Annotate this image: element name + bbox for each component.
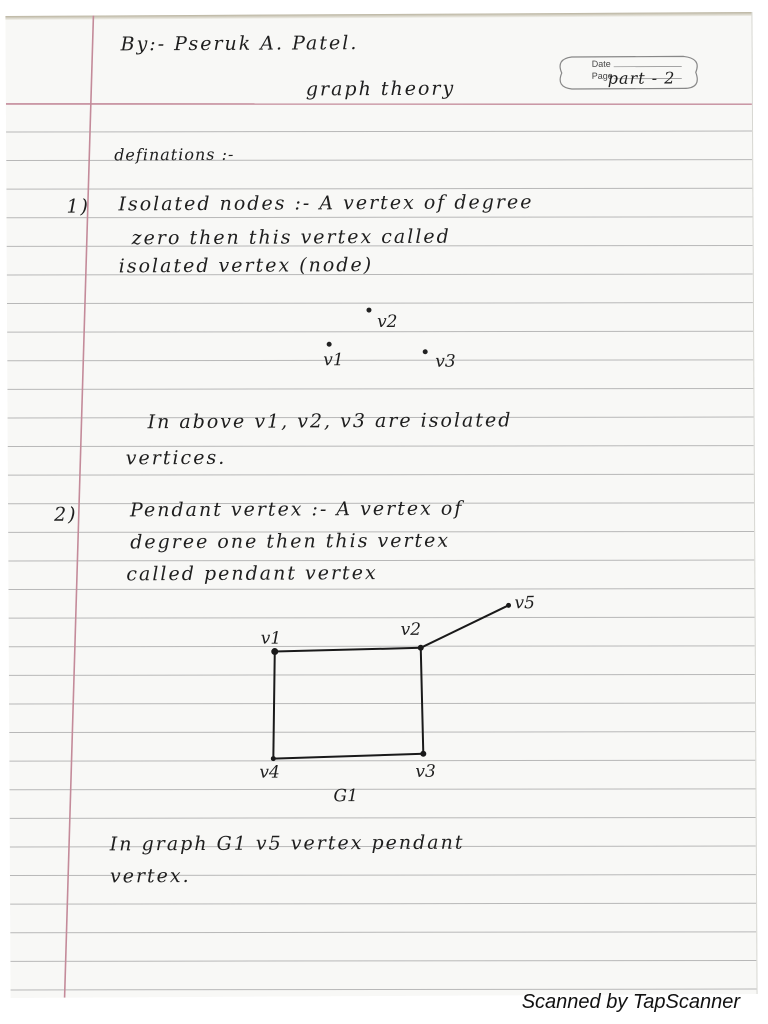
ruled-line [6, 128, 752, 135]
section1-line-1: Isolated nodes :- A vertex of degree [118, 191, 534, 216]
vertex-v2-dot [418, 645, 424, 651]
subject-title: graph theory [305, 77, 456, 101]
section2-note-2: vertex. [109, 865, 191, 888]
ruled-line [8, 586, 754, 593]
date-label: Date [591, 58, 611, 69]
section1-note-1: In above v1, v2, v3 are isolated [147, 409, 513, 434]
notebook-page [5, 12, 757, 998]
edge-v2-v5 [421, 605, 509, 647]
section2-note-1: In graph G1 v5 vertex pendant [109, 831, 465, 856]
graph-label-v5: v5 [514, 593, 535, 614]
ruled-line [10, 900, 756, 907]
vertex-v3 [423, 349, 428, 354]
header-rule [6, 100, 752, 108]
edge-v2-v3 [421, 648, 424, 754]
date-page-stamp [554, 48, 704, 97]
ruled-line [8, 443, 754, 450]
graph-caption: G1 [333, 786, 358, 807]
ruled-line [8, 471, 754, 478]
section1-line-3: isolated vertex (node) [118, 254, 374, 278]
ruled-line [10, 957, 756, 964]
graph-label-v1: v1 [260, 628, 282, 649]
section2-line-3: called pendant vertex [126, 562, 378, 586]
ruled-line [8, 557, 754, 564]
ruled-line [7, 385, 753, 392]
section1-note-2: vertices. [125, 446, 227, 470]
ruled-line [10, 814, 756, 821]
edge-v1-v2 [275, 648, 421, 652]
vertex-label-v1: v1 [323, 350, 344, 371]
section1-number: 1) [66, 195, 91, 218]
vertex-v5-dot [506, 603, 511, 608]
section1-line-2: zero then this vertex called [131, 225, 451, 250]
vertex-v4-dot [271, 756, 276, 761]
vertex-v3-dot [420, 751, 426, 757]
author-line: By:- Pseruk A. Patel. [120, 32, 359, 56]
graph-label-v4: v4 [259, 762, 280, 783]
vertex-v1-dot [271, 648, 278, 655]
graph-label-v2: v2 [400, 619, 422, 640]
part-number: part - 2 [607, 68, 676, 88]
definitions-heading: definations :- [114, 144, 235, 165]
edge-v4-v1 [273, 652, 276, 759]
vertex-v1 [327, 342, 332, 347]
vertex-label-v3: v3 [435, 351, 456, 372]
section2-line-2: degree one then this vertex [130, 529, 451, 554]
graph-label-v3: v3 [415, 761, 436, 782]
edge-v3-v4 [273, 754, 423, 759]
page-label: Page [591, 70, 613, 81]
ruled-line [10, 929, 756, 936]
vertex-label-v2: v2 [376, 311, 398, 333]
vertex-v2 [366, 308, 371, 313]
section2-number: 2) [53, 503, 78, 526]
scanner-watermark: Scanned by TapScanner [521, 991, 740, 1013]
section2-line-1: Pendant vertex :- A vertex of [129, 497, 464, 522]
